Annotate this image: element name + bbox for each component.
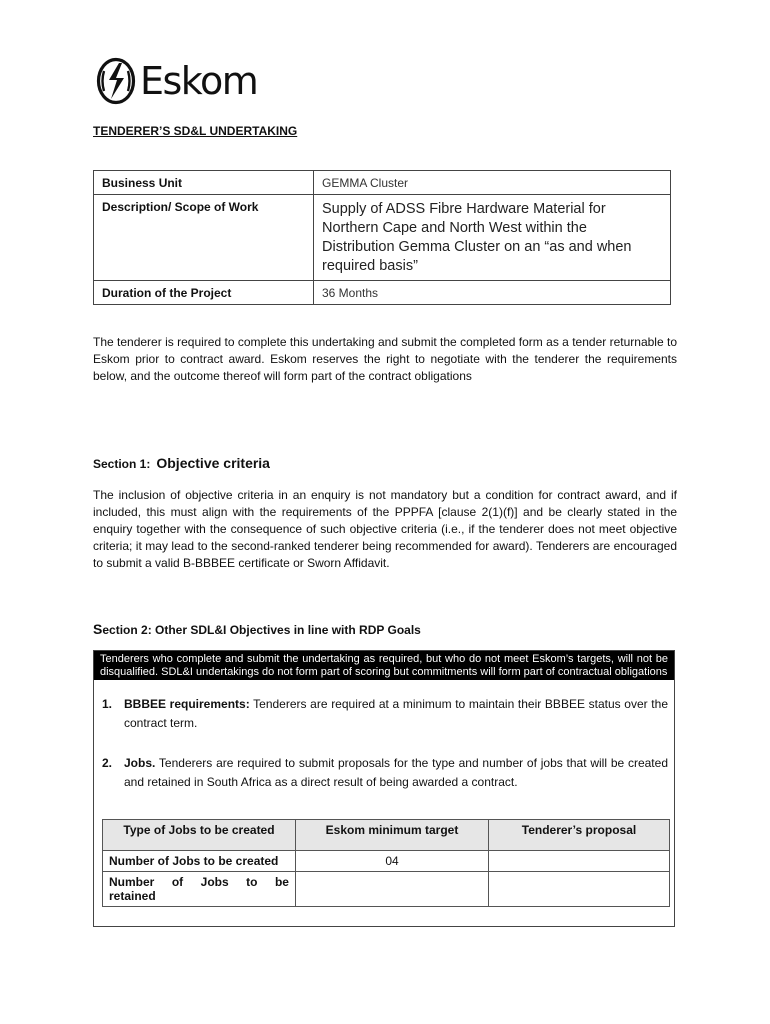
section2-initial: S [93,621,103,637]
section2-title: ection 2: Other SDL&I Objectives in line with RDP Goals [102,623,421,637]
scope-value: Supply of ADSS Fibre Hardware Material for Northern Cape and North West within the Distribution Gemma Cluster on an “as and when required basis” [314,195,671,281]
table-row-jobs-retained [103,872,670,907]
business-unit-row [94,171,671,195]
row-label-jobs-created: Number of Jobs to be created [103,851,296,872]
eskom-wordmark: Eskom [140,59,258,103]
eskom-target-jobs-retained-field[interactable] [296,872,489,907]
project-info-table [93,170,671,305]
business-unit-label: Business Unit [94,171,314,195]
label-word: Jobs [200,875,229,889]
list-item-number: 1. [102,697,113,711]
list-item-bbbee [102,695,668,733]
section1-title: Objective criteria [156,455,270,471]
scope-row [94,195,671,281]
eskom-target-jobs-created: 04 [296,851,489,872]
list-item-jobs [102,754,668,792]
duration-label: Duration of the Project [94,281,314,305]
section1-body: The inclusion of objective criteria in an enquiry is not mandatory but a condition for contract award, and if included, this must align with the requirements of the PPPFA [clause 2(1)(f)] and be clearly stated in the enquiry together with the consequence of such objective criteria (i.e., if the tenderer does not meet objective criteria; it may lead to the second-ranked tenderer being recommended for award). Tenderers are encouraged to submit a valid B-BBBEE certificate or Sworn Affidavit. [93,488,677,570]
label-word: retained [109,889,156,903]
label-word: be [274,875,289,889]
header-type-of-jobs: Type of Jobs to be created [103,820,296,851]
section1-prefix: Section 1: [93,457,151,471]
row-label-jobs-retained [103,872,296,907]
disqualification-notice-banner: Tenderers who complete and submit the undertaking as required, but who do not meet Eskom’s targets, will not be disqualified. SDL&I undertakings do not form part of scoring but commitments will form part of contractual obligations [94,651,674,680]
tenderer-proposal-jobs-retained-field[interactable] [489,872,670,907]
document-title: TENDERER’S SD&L UNDERTAKING [93,124,298,138]
jobs-table-header-row [103,820,670,851]
list-item-bold-label: Jobs. [124,756,156,770]
section2-heading [93,621,421,637]
header-tenderer-proposal: Tenderer’s proposal [489,820,670,851]
eskom-logo [96,56,257,106]
eskom-emblem-icon [96,57,136,105]
business-unit-value: GEMMA Cluster [314,171,671,195]
label-word: to [246,875,258,889]
list-item-text: Tenderers are required at a minimum to maintain their BBBEE status over the contract term. [124,697,668,730]
list-item-bold-label: BBBEE requirements: [124,697,250,711]
jobs-table [102,819,670,907]
section1-heading [93,455,270,471]
duration-row [94,281,671,305]
list-item-number: 2. [102,756,113,770]
tenderer-proposal-jobs-created-field[interactable] [489,851,670,872]
label-word: of [171,875,184,889]
sdl-objectives-box [93,650,675,927]
list-item-text: Tenderers are required to submit proposals for the type and number of jobs that will be created and retained in South Africa as a direct result of being awarded a contract. [124,756,668,789]
table-row-jobs-created [103,851,670,872]
header-eskom-target: Eskom minimum target [296,820,489,851]
label-word: Number [109,875,155,889]
intro-paragraph: The tenderer is required to complete this undertaking and submit the completed form as a tender returnable to Eskom prior to contract award. Eskom reserves the right to negotiate with the tenderer the requirements below, and the outcome thereof will form part of the contract obligations [93,335,677,383]
duration-value: 36 Months [314,281,671,305]
scope-label: Description/ Scope of Work [94,195,314,281]
